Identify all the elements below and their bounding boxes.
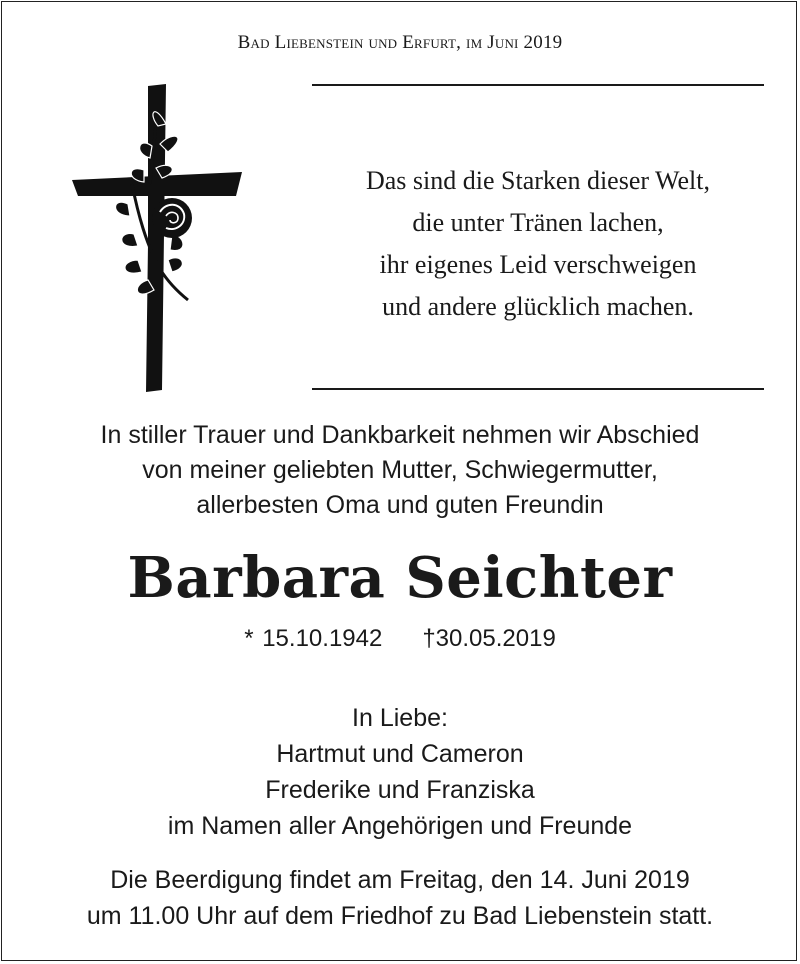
- intro-line: von meiner geliebten Mutter, Schwiegermutter,: [142, 456, 658, 484]
- mourners-block: [0, 700, 800, 844]
- life-dates: [0, 622, 800, 656]
- poem-line: Das sind die Starken dieser Welt,: [365, 166, 711, 195]
- bottom-divider: [312, 388, 764, 390]
- intro-line: In stiller Trauer und Dankbarkeit nehmen wir Abschied: [100, 421, 700, 449]
- poem-line: ihr eigenes Leid verschweigen: [379, 250, 697, 279]
- poem-line: die unter Tränen lachen,: [412, 208, 664, 237]
- funeral-line: Die Beerdigung findet am Freitag, den 14. Juni 2019: [110, 866, 690, 894]
- top-divider: [312, 84, 764, 86]
- birth-date: * 15.10.1942: [244, 625, 383, 652]
- poem-line: und andere glücklich machen.: [382, 292, 694, 321]
- memorial-poem: [312, 160, 764, 328]
- mourner-line: im Namen aller Angehörigen und Freunde: [167, 812, 633, 840]
- mourners-heading: In Liebe:: [352, 704, 448, 732]
- funeral-line: um 11.00 Uhr auf dem Friedhof zu Bad Liebenstein statt.: [86, 902, 714, 930]
- deceased-name: Barbara Seichter: [127, 545, 673, 611]
- death-date: †30.05.2019: [422, 625, 556, 652]
- mourner-line: Hartmut und Cameron: [276, 740, 524, 768]
- mourner-line: Frederike und Franziska: [265, 776, 535, 804]
- funeral-info: [0, 862, 800, 934]
- cross-with-rose-icon: [68, 84, 248, 394]
- place-date-header: Bad Liebenstein und Erfurt, im Juni 2019: [237, 32, 563, 53]
- farewell-intro: [0, 418, 800, 523]
- intro-line: allerbesten Oma und guten Freundin: [196, 491, 604, 519]
